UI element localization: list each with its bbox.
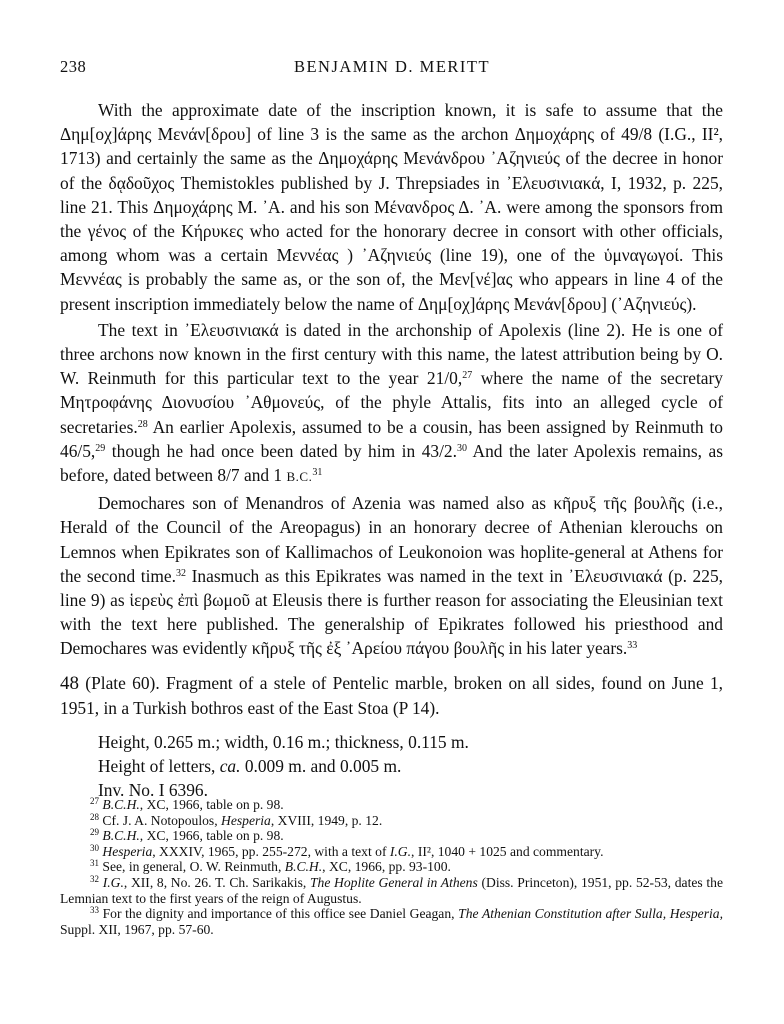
dimensions-line: Height, 0.265 m.; width, 0.16 m.; thickness, 0.115 m. [98, 732, 469, 753]
running-title: BENJAMIN D. MERITT [293, 57, 491, 76]
footnote-ref-31[interactable]: 31 [312, 467, 323, 479]
footnote-33: $^{33}$ For the dignity and importance of this office see Daniel Geagan, The Athenian Constitution after Sulla, Hesperia, Suppl. XII, 1967, pp. 57-60. [60, 905, 723, 937]
footnote-ref-32[interactable]: 32 [176, 567, 187, 579]
paragraph-2: The text in ᾿Ελευσινιακά is dated in the archonship of Apolexis (line 2). He is one of three archons now known in the first century with this name, the latest attribution being by O. W. Reinmuth for this particular text to the year 21/0,27 where the name of the secretary Μητροφάνης Διονυσίου ᾿Αθμονεύς, of the phyle Attalis, fits into an alleged cycle of secretaries.$^{28}$ An earlier Apolexis, assumed to be a cousin, has been assigned by Reinmuth to 46/5,29 though he had once been dated by him in 43/2.30 And the later Apolexis remains, as before, dated between 8/7 and 1 B.C.$^{31}$ [60, 319, 723, 486]
paragraph-3: Demochares son of Menandros of Azenia was named also as κῆρυξ τῆς βουλῆς (i.e., Herald of the Council of the Areopagus) in an honorary decree of Athenian klerouchs on Lemnos when Epikrates son of Kallimachos of Leukonoion was hoplite-general at Athens for the second time.$^{32}$ Inasmuch as this Epikrates was named in the text in ᾿Ελευσινιακά (p. 225, line 9) as ἱερεὺς ἐπὶ βωμοῦ at Eleusis there is further reason for associating the Eleusinian text with the text here published. The generalship of Epikrates followed his priesthood and Demochares was evidently κῆρυξ τῆς ἐξ ᾿Αρείου πάγου βουλῆς in his later years.$^{33}$ [60, 493, 723, 659]
footnote-ref-28[interactable]: 28 [137, 418, 148, 430]
footnote-ref-27[interactable]: 27 [462, 370, 473, 382]
page-number: 238 [60, 57, 87, 76]
catalog-entry [60, 671, 723, 803]
footnote-27: $^{27}$ B.C.H., XC, 1966, table on p. 98. [90, 796, 284, 812]
bc-abbrev: B.C. [286, 469, 313, 485]
footnote-ref-30[interactable]: 30 [456, 442, 467, 454]
page-header [0, 57, 784, 79]
catalog-entry-description: 48 (Plate 60). Fragment of a stele of Pentelic marble, broken on all sides, found on June 1, 1951, in a Turkish bothros east of the East Stoa (P 14). [60, 672, 723, 718]
catalog-specs [60, 730, 723, 803]
footnote-30: $^{30}$ Hesperia, XXXIV, 1965, pp. 255-272, with a text of I.G., II², 1040 + 1025 and commentary. [90, 842, 604, 859]
footnote-28: $^{28}$ Cf. J. A. Notopoulos, Hesperia, XVIII, 1949, p. 12. [90, 811, 383, 828]
inventory-line: Inv. No. I 6396. [98, 780, 208, 801]
paragraph-1: With the approximate date of the inscription known, it is safe to assume that the Δημ[οχ]άρης Μενάν[δρου] of line 3 is the same as the archon Δημοχάρης of 49/8 (I.G., II², 1713) and certainly the same as the Δημοχάρης Μενάνδρου ᾿Αζηνιεύς of the decree in honor of the δᾳδοῦχος Themistokles published by J. Threpsiades in ᾿Ελευσινιακά, I, 1932, p. 225, line 21. This Δημοχάρης Μ. ᾿Α. and his son Μένανδρος Δ. ᾿Α. were among the sponsors from the γένος of the Κήρυκες who acted for the honorary decree in consort with other officials, among whom was a certain Μεννέας ) ᾿Αζηνιεύς (line 19), one of the ὑμναγωγοί. This Μεννέας is probably the same as, or the son of, the Μεν[νέ]ας who appears in line 4 of the present inscription immediately below the name of Δημ[οχ]άρης Μενάν[δρου] (᾿Αζηνιεύς). [60, 100, 723, 314]
catalog-number: 48 [60, 672, 79, 694]
letter-height-line: Height of letters, ca. 0.009 m. and 0.005 m. [98, 756, 402, 777]
footnote-29: $^{29}$ B.C.H., XC, 1966, table on p. 98. [90, 827, 284, 844]
footnotes [60, 797, 723, 937]
footnote-ref-29[interactable]: 29 [95, 442, 106, 454]
footnote-ref-33[interactable]: 33 [627, 640, 638, 652]
footnote-32: $^{32}$ I.G., XII, 8, No. 26. T. Ch. Sarikakis, The Hoplite General in Athens (Diss. Princeton), 1951, pp. 52-53, dates the Lemnian text to the first years of the reign of Augustus. [60, 873, 723, 906]
body-text [60, 98, 723, 803]
footnote-31: $^{31}$ See, in general, O. W. Reinmuth, B.C.H., XC, 1966, pp. 93-100. [90, 858, 451, 875]
